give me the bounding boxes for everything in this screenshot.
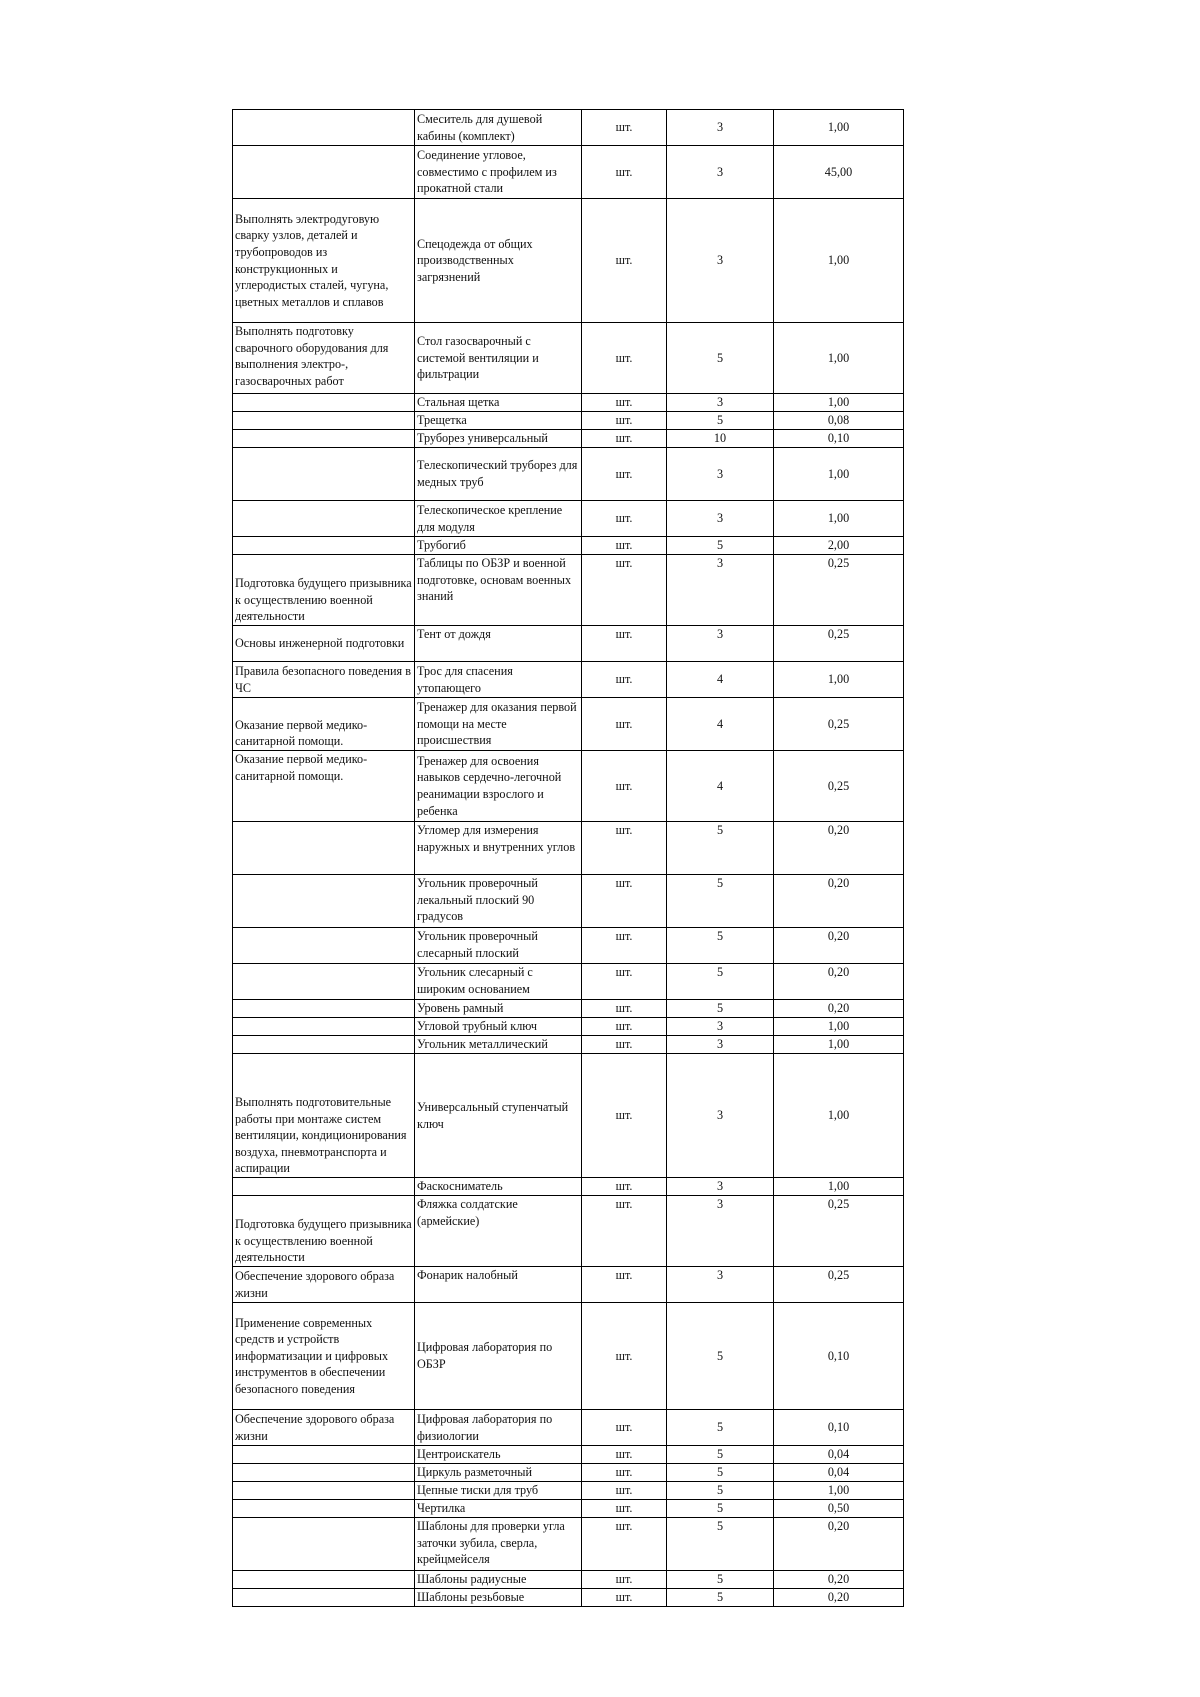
activity-cell <box>233 1589 415 1607</box>
coefficient-cell: 0,20 <box>774 1518 904 1571</box>
coefficient-cell: 1,00 <box>774 1036 904 1054</box>
unit-cell: шт. <box>582 146 667 199</box>
coefficient-cell: 0,25 <box>774 751 904 822</box>
activity-cell <box>233 394 415 412</box>
quantity-cell: 3 <box>667 1267 774 1303</box>
item-name-cell: Чертилка <box>415 1500 582 1518</box>
unit-cell: шт. <box>582 430 667 448</box>
equipment-table-body <box>233 110 904 1607</box>
coefficient-cell: 0,25 <box>774 698 904 751</box>
quantity-cell: 5 <box>667 1571 774 1589</box>
quantity-cell: 3 <box>667 626 774 662</box>
quantity-cell: 5 <box>667 1464 774 1482</box>
activity-cell <box>233 1500 415 1518</box>
quantity-cell: 10 <box>667 430 774 448</box>
coefficient-cell: 2,00 <box>774 537 904 555</box>
item-name-cell: Угольник проверочный слесарный плоский <box>415 928 582 964</box>
table-row <box>233 501 904 537</box>
activity-cell: Выполнять электродуговую сварку узлов, деталей и трубопроводов из конструкционных и углеродистых сталей, чугуна, цветных металлов и сплавов <box>233 199 415 323</box>
unit-cell: шт. <box>582 751 667 822</box>
unit-cell: шт. <box>582 394 667 412</box>
item-name-cell: Угломер для измерения наружных и внутренних углов <box>415 822 582 875</box>
table-row <box>233 1000 904 1018</box>
item-name-cell: Спецодежда от общих производственных загрязнений <box>415 199 582 323</box>
coefficient-cell: 1,00 <box>774 448 904 501</box>
unit-cell: шт. <box>582 110 667 146</box>
quantity-cell: 5 <box>667 1410 774 1446</box>
unit-cell: шт. <box>582 501 667 537</box>
unit-cell: шт. <box>582 537 667 555</box>
activity-cell <box>233 1178 415 1196</box>
activity-cell: Подготовка будущего призывника к осуществлению военной деятельности <box>233 1196 415 1267</box>
unit-cell: шт. <box>582 1000 667 1018</box>
item-name-cell: Угольник слесарный с широким основанием <box>415 964 582 1000</box>
unit-cell: шт. <box>582 1500 667 1518</box>
item-name-cell: Телескопический труборез для медных труб <box>415 448 582 501</box>
quantity-cell: 3 <box>667 199 774 323</box>
table-row <box>233 875 904 928</box>
item-name-cell: Трещетка <box>415 412 582 430</box>
unit-cell: шт. <box>582 1018 667 1036</box>
unit-cell: шт. <box>582 698 667 751</box>
unit-cell: шт. <box>582 412 667 430</box>
activity-cell <box>233 1518 415 1571</box>
coefficient-cell: 1,00 <box>774 1482 904 1500</box>
coefficient-cell: 0,20 <box>774 964 904 1000</box>
table-row <box>233 394 904 412</box>
unit-cell: шт. <box>582 822 667 875</box>
coefficient-cell: 1,00 <box>774 1018 904 1036</box>
table-row <box>233 1571 904 1589</box>
item-name-cell: Трос для спасения утопающего <box>415 662 582 698</box>
coefficient-cell: 0,20 <box>774 928 904 964</box>
item-name-cell: Универсальный ступенчатый ключ <box>415 1054 582 1178</box>
activity-cell <box>233 110 415 146</box>
coefficient-cell: 0,20 <box>774 1589 904 1607</box>
coefficient-cell: 1,00 <box>774 323 904 394</box>
table-row <box>233 323 904 394</box>
table-row <box>233 662 904 698</box>
table-row <box>233 199 904 323</box>
activity-cell <box>233 964 415 1000</box>
coefficient-cell: 0,20 <box>774 1000 904 1018</box>
quantity-cell: 5 <box>667 412 774 430</box>
unit-cell: шт. <box>582 1518 667 1571</box>
unit-cell: шт. <box>582 1446 667 1464</box>
quantity-cell: 5 <box>667 1589 774 1607</box>
coefficient-cell: 1,00 <box>774 199 904 323</box>
table-row <box>233 110 904 146</box>
activity-cell: Основы инженерной подготовки <box>233 626 415 662</box>
item-name-cell: Шаблоны резьбовые <box>415 1589 582 1607</box>
table-row <box>233 1589 904 1607</box>
unit-cell: шт. <box>582 875 667 928</box>
unit-cell: шт. <box>582 1054 667 1178</box>
quantity-cell: 5 <box>667 964 774 1000</box>
item-name-cell: Фаскосниматель <box>415 1178 582 1196</box>
quantity-cell: 3 <box>667 146 774 199</box>
table-row <box>233 537 904 555</box>
activity-cell <box>233 1446 415 1464</box>
item-name-cell: Труборез универсальный <box>415 430 582 448</box>
table-row <box>233 1018 904 1036</box>
activity-cell <box>233 430 415 448</box>
activity-cell <box>233 412 415 430</box>
activity-cell <box>233 1000 415 1018</box>
unit-cell: шт. <box>582 1303 667 1410</box>
table-row <box>233 430 904 448</box>
activity-cell <box>233 1036 415 1054</box>
activity-cell: Применение современных средств и устройств информатизации и цифровых инструментов в обеспечении безопасного поведения <box>233 1303 415 1410</box>
quantity-cell: 5 <box>667 1518 774 1571</box>
activity-cell: Подготовка будущего призывника к осуществлению военной деятельности <box>233 555 415 626</box>
quantity-cell: 5 <box>667 1446 774 1464</box>
item-name-cell: Смеситель для душевой кабины (комплект) <box>415 110 582 146</box>
table-row <box>233 1196 904 1267</box>
item-name-cell: Стальная щетка <box>415 394 582 412</box>
coefficient-cell: 45,00 <box>774 146 904 199</box>
coefficient-cell: 1,00 <box>774 501 904 537</box>
quantity-cell: 3 <box>667 1018 774 1036</box>
activity-cell <box>233 1464 415 1482</box>
activity-cell: Обеспечение здорового образа жизни <box>233 1410 415 1446</box>
coefficient-cell: 0,08 <box>774 412 904 430</box>
table-row <box>233 1500 904 1518</box>
unit-cell: шт. <box>582 1482 667 1500</box>
item-name-cell: Фонарик налобный <box>415 1267 582 1303</box>
coefficient-cell: 1,00 <box>774 394 904 412</box>
activity-cell: Выполнять подготовительные работы при монтаже систем вентиляции, кондиционирования воздуха, пневмотранспорта и аспирации <box>233 1054 415 1178</box>
item-name-cell: Шаблоны радиусные <box>415 1571 582 1589</box>
activity-cell <box>233 1482 415 1500</box>
item-name-cell: Соединение угловое, совместимо с профилем из прокатной стали <box>415 146 582 199</box>
table-row <box>233 1267 904 1303</box>
unit-cell: шт. <box>582 662 667 698</box>
unit-cell: шт. <box>582 323 667 394</box>
activity-cell <box>233 1018 415 1036</box>
unit-cell: шт. <box>582 1464 667 1482</box>
coefficient-cell: 0,10 <box>774 1303 904 1410</box>
table-row <box>233 1036 904 1054</box>
coefficient-cell: 0,10 <box>774 430 904 448</box>
item-name-cell: Фляжка солдатские (армейские) <box>415 1196 582 1267</box>
table-row <box>233 626 904 662</box>
item-name-cell: Угольник металлический <box>415 1036 582 1054</box>
quantity-cell: 3 <box>667 394 774 412</box>
item-name-cell: Стол газосварочный с системой вентиляции и фильтрации <box>415 323 582 394</box>
activity-cell <box>233 537 415 555</box>
unit-cell: шт. <box>582 1178 667 1196</box>
quantity-cell: 5 <box>667 928 774 964</box>
quantity-cell: 4 <box>667 698 774 751</box>
table-row <box>233 555 904 626</box>
unit-cell: шт. <box>582 1196 667 1267</box>
unit-cell: шт. <box>582 1589 667 1607</box>
quantity-cell: 4 <box>667 751 774 822</box>
table-row <box>233 751 904 822</box>
table-row <box>233 1303 904 1410</box>
coefficient-cell: 0,04 <box>774 1446 904 1464</box>
table-row <box>233 1482 904 1500</box>
item-name-cell: Циркуль разметочный <box>415 1464 582 1482</box>
unit-cell: шт. <box>582 1267 667 1303</box>
activity-cell <box>233 875 415 928</box>
activity-cell <box>233 501 415 537</box>
coefficient-cell: 1,00 <box>774 1054 904 1178</box>
table-row <box>233 822 904 875</box>
table-row <box>233 1464 904 1482</box>
coefficient-cell: 0,25 <box>774 626 904 662</box>
quantity-cell: 3 <box>667 555 774 626</box>
coefficient-cell: 0,04 <box>774 1464 904 1482</box>
item-name-cell: Цифровая лаборатория по ОБЗР <box>415 1303 582 1410</box>
item-name-cell: Угольник проверочный лекальный плоский 90 градусов <box>415 875 582 928</box>
item-name-cell: Телескопическое крепление для модуля <box>415 501 582 537</box>
item-name-cell: Шаблоны для проверки угла заточки зубила, сверла, крейцмейселя <box>415 1518 582 1571</box>
item-name-cell: Центроискатель <box>415 1446 582 1464</box>
activity-cell <box>233 1571 415 1589</box>
coefficient-cell: 0,25 <box>774 555 904 626</box>
item-name-cell: Трубогиб <box>415 537 582 555</box>
table-row <box>233 698 904 751</box>
item-name-cell: Цифровая лаборатория по физиологии <box>415 1410 582 1446</box>
coefficient-cell: 0,25 <box>774 1267 904 1303</box>
equipment-table <box>232 109 904 1607</box>
quantity-cell: 5 <box>667 1482 774 1500</box>
coefficient-cell: 0,25 <box>774 1196 904 1267</box>
table-row <box>233 1410 904 1446</box>
table-row <box>233 1446 904 1464</box>
item-name-cell: Тент от дождя <box>415 626 582 662</box>
unit-cell: шт. <box>582 626 667 662</box>
quantity-cell: 5 <box>667 875 774 928</box>
table-row <box>233 1054 904 1178</box>
unit-cell: шт. <box>582 1571 667 1589</box>
unit-cell: шт. <box>582 1410 667 1446</box>
activity-cell: Выполнять подготовку сварочного оборудования для выполнения электро-, газосварочных работ <box>233 323 415 394</box>
unit-cell: шт. <box>582 199 667 323</box>
unit-cell: шт. <box>582 964 667 1000</box>
item-name-cell: Уровень рамный <box>415 1000 582 1018</box>
activity-cell: Оказание первой медико-санитарной помощи. <box>233 751 415 822</box>
activity-cell <box>233 448 415 501</box>
quantity-cell: 5 <box>667 1000 774 1018</box>
quantity-cell: 3 <box>667 1036 774 1054</box>
quantity-cell: 5 <box>667 537 774 555</box>
coefficient-cell: 1,00 <box>774 662 904 698</box>
quantity-cell: 5 <box>667 323 774 394</box>
table-row <box>233 928 904 964</box>
coefficient-cell: 0,20 <box>774 1571 904 1589</box>
activity-cell: Правила безопасного поведения в ЧС <box>233 662 415 698</box>
item-name-cell: Тренажер для освоения навыков сердечно-легочной реанимации взрослого и ребенка <box>415 751 582 822</box>
table-row <box>233 1518 904 1571</box>
activity-cell <box>233 928 415 964</box>
quantity-cell: 3 <box>667 1196 774 1267</box>
activity-cell: Оказание первой медико-санитарной помощи. <box>233 698 415 751</box>
coefficient-cell: 0,10 <box>774 1410 904 1446</box>
unit-cell: шт. <box>582 448 667 501</box>
activity-cell <box>233 146 415 199</box>
unit-cell: шт. <box>582 1036 667 1054</box>
quantity-cell: 3 <box>667 448 774 501</box>
quantity-cell: 3 <box>667 110 774 146</box>
quantity-cell: 5 <box>667 1303 774 1410</box>
coefficient-cell: 0,20 <box>774 875 904 928</box>
quantity-cell: 5 <box>667 822 774 875</box>
table-row <box>233 1178 904 1196</box>
coefficient-cell: 1,00 <box>774 110 904 146</box>
quantity-cell: 4 <box>667 662 774 698</box>
quantity-cell: 3 <box>667 501 774 537</box>
quantity-cell: 3 <box>667 1054 774 1178</box>
item-name-cell: Угловой трубный ключ <box>415 1018 582 1036</box>
unit-cell: шт. <box>582 928 667 964</box>
unit-cell: шт. <box>582 555 667 626</box>
item-name-cell: Таблицы по ОБЗР и военной подготовке, основам военных знаний <box>415 555 582 626</box>
coefficient-cell: 0,20 <box>774 822 904 875</box>
table-row <box>233 964 904 1000</box>
activity-cell <box>233 822 415 875</box>
item-name-cell: Цепные тиски для труб <box>415 1482 582 1500</box>
coefficient-cell: 0,50 <box>774 1500 904 1518</box>
table-row <box>233 146 904 199</box>
item-name-cell: Тренажер для оказания первой помощи на месте происшествия <box>415 698 582 751</box>
table-row <box>233 448 904 501</box>
coefficient-cell: 1,00 <box>774 1178 904 1196</box>
activity-cell: Обеспечение здорового образа жизни <box>233 1267 415 1303</box>
quantity-cell: 5 <box>667 1500 774 1518</box>
table-row <box>233 412 904 430</box>
quantity-cell: 3 <box>667 1178 774 1196</box>
